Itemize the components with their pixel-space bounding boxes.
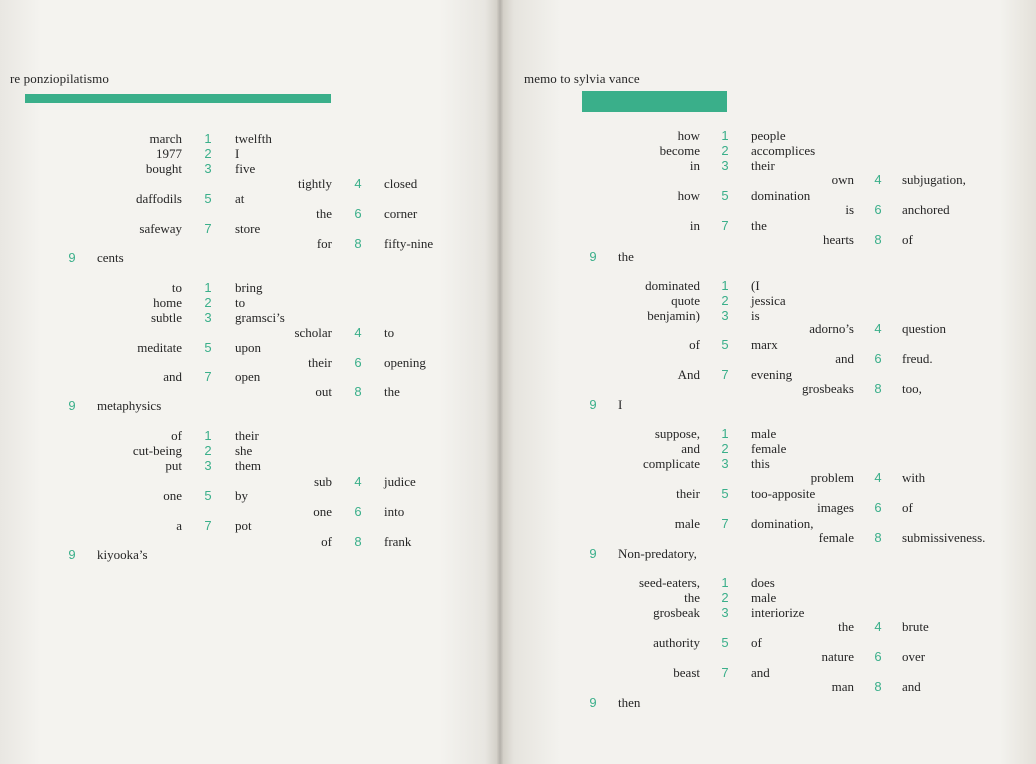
line-trail-word: and xyxy=(751,665,770,680)
line-lead-word: man xyxy=(831,679,854,694)
line-trail-word: open xyxy=(235,369,261,384)
line-trail-word: of xyxy=(751,635,762,650)
line-trail-word: fifty-nine xyxy=(384,236,434,251)
line-trail-word: she xyxy=(235,443,253,458)
line-trail-word: cents xyxy=(97,250,124,265)
line-trail-word: their xyxy=(235,428,259,443)
line-lead-word: for xyxy=(316,236,332,251)
line-number: 6 xyxy=(354,355,362,370)
line-lead-word: tightly xyxy=(298,176,332,191)
line-trail-word: and xyxy=(902,679,921,694)
line-trail-word: pot xyxy=(235,518,252,533)
right-title-bar xyxy=(582,91,727,112)
line-lead-word: cut-being xyxy=(132,443,182,458)
line-lead-word: bought xyxy=(145,161,182,176)
line-number: 1 xyxy=(204,428,212,443)
line-number: 6 xyxy=(874,202,882,217)
line-trail-word: store xyxy=(235,221,261,236)
line-number: 9 xyxy=(68,398,76,413)
line-lead-word: meditate xyxy=(137,340,182,355)
line-trail-word: evening xyxy=(751,367,793,382)
line-number: 4 xyxy=(354,474,362,489)
line-lead-word: in xyxy=(689,218,700,233)
line-trail-word: interiorize xyxy=(751,605,805,620)
line-lead-word: subtle xyxy=(150,310,182,325)
line-trail-word: at xyxy=(235,191,245,206)
line-trail-word: male xyxy=(751,590,777,605)
line-lead-word: scholar xyxy=(294,325,332,340)
line-lead-word: problem xyxy=(810,470,854,485)
line-number: 6 xyxy=(874,649,882,664)
line-number: 4 xyxy=(354,176,362,191)
line-number: 4 xyxy=(874,470,882,485)
line-number: 2 xyxy=(721,293,729,308)
line-trail-word: question xyxy=(902,321,947,336)
line-number: 8 xyxy=(354,534,362,549)
line-number: 2 xyxy=(721,590,729,605)
line-lead-word: 1977 xyxy=(156,146,182,161)
line-number: 6 xyxy=(354,504,362,519)
line-trail-word: of xyxy=(902,500,913,515)
line-lead-word: own xyxy=(831,172,854,187)
line-trail-word: gramsci’s xyxy=(235,310,285,325)
line-trail-word: domination, xyxy=(751,516,814,531)
line-lead-word: one xyxy=(313,504,332,519)
line-trail-word: corner xyxy=(384,206,418,221)
line-trail-word: freud. xyxy=(902,351,933,366)
line-number: 9 xyxy=(589,546,597,561)
line-trail-word: too, xyxy=(902,381,922,396)
line-number: 6 xyxy=(874,351,882,366)
line-lead-word: of xyxy=(171,428,182,443)
line-trail-word: too-apposite xyxy=(751,486,816,501)
line-trail-word: does xyxy=(751,575,775,590)
line-number: 6 xyxy=(354,206,362,221)
left-title-bar xyxy=(25,94,331,103)
line-trail-word: their xyxy=(751,158,775,173)
line-trail-word: metaphysics xyxy=(97,398,162,413)
line-number: 5 xyxy=(721,635,729,650)
line-lead-word: seed-eaters, xyxy=(639,575,700,590)
line-number: 3 xyxy=(721,456,729,471)
line-number: 3 xyxy=(204,161,212,176)
line-number: 5 xyxy=(721,486,729,501)
line-number: 9 xyxy=(68,547,76,562)
line-number: 8 xyxy=(354,236,362,251)
line-number: 3 xyxy=(721,158,729,173)
line-number: 5 xyxy=(204,488,212,503)
line-number: 7 xyxy=(204,518,212,533)
line-trail-word: kiyooka’s xyxy=(97,547,148,562)
line-trail-word: upon xyxy=(235,340,261,355)
line-trail-word: closed xyxy=(384,176,418,191)
line-lead-word: authority xyxy=(653,635,700,650)
line-lead-word: how xyxy=(677,188,700,203)
line-trail-word: the xyxy=(751,218,767,233)
line-lead-word: in xyxy=(689,158,700,173)
line-number: 3 xyxy=(721,605,729,620)
right-poem-title: memo to sylvia vance xyxy=(524,71,640,86)
line-trail-word: brute xyxy=(902,619,929,634)
line-lead-word: quote xyxy=(671,293,700,308)
line-lead-word: safeway xyxy=(139,221,182,236)
line-trail-word: I xyxy=(618,397,623,412)
line-trail-word: with xyxy=(902,470,926,485)
line-lead-word: grosbeaks xyxy=(802,381,854,396)
line-lead-word: the xyxy=(838,619,854,634)
line-number: 9 xyxy=(68,250,76,265)
line-lead-word: home xyxy=(153,295,182,310)
line-number: 4 xyxy=(874,619,882,634)
line-lead-word: a xyxy=(176,518,182,533)
line-trail-word: opening xyxy=(384,355,426,370)
line-trail-word: domination xyxy=(751,188,811,203)
line-trail-word: bring xyxy=(235,280,263,295)
line-lead-word: grosbeak xyxy=(653,605,700,620)
line-lead-word: become xyxy=(659,143,700,158)
line-lead-word: to xyxy=(171,280,182,295)
line-trail-word: accomplices xyxy=(751,143,816,158)
line-trail-word: this xyxy=(751,456,770,471)
line-trail-word: to xyxy=(235,295,246,310)
line-lead-word: of xyxy=(321,534,332,549)
line-number: 4 xyxy=(874,321,882,336)
line-number: 4 xyxy=(874,172,882,187)
line-number: 8 xyxy=(874,381,882,396)
line-number: 1 xyxy=(204,280,212,295)
line-trail-word: then xyxy=(618,695,641,710)
line-number: 2 xyxy=(204,443,212,458)
line-trail-word: over xyxy=(902,649,926,664)
line-trail-word: of xyxy=(902,232,913,247)
line-lead-word: how xyxy=(677,128,700,143)
line-number: 5 xyxy=(204,191,212,206)
line-lead-word: female xyxy=(818,530,854,545)
line-lead-word: hearts xyxy=(822,232,854,247)
line-trail-word: subjugation, xyxy=(902,172,966,187)
line-number: 5 xyxy=(204,340,212,355)
line-lead-word: benjamin) xyxy=(647,308,700,323)
line-number: 2 xyxy=(721,441,729,456)
right-page xyxy=(500,0,1036,764)
line-lead-word: of xyxy=(689,337,700,352)
line-lead-word: and xyxy=(681,441,700,456)
line-number: 7 xyxy=(721,516,729,531)
line-number: 4 xyxy=(354,325,362,340)
line-lead-word: their xyxy=(676,486,700,501)
line-number: 1 xyxy=(204,131,212,146)
line-trail-word: Non-predatory, xyxy=(618,546,697,561)
line-number: 7 xyxy=(721,218,729,233)
line-trail-word: to xyxy=(384,325,395,340)
line-trail-word: people xyxy=(751,128,786,143)
line-number: 3 xyxy=(721,308,729,323)
line-trail-word: male xyxy=(751,426,777,441)
line-trail-word: judice xyxy=(384,474,416,489)
line-lead-word: complicate xyxy=(642,456,700,471)
line-trail-word: five xyxy=(235,161,256,176)
line-number: 1 xyxy=(721,575,729,590)
line-number: 3 xyxy=(204,458,212,473)
line-number: 2 xyxy=(204,295,212,310)
line-lead-word: one xyxy=(163,488,182,503)
line-lead-word: the xyxy=(684,590,700,605)
line-trail-word: marx xyxy=(751,337,778,352)
line-trail-word: them xyxy=(235,458,261,473)
line-number: 7 xyxy=(721,665,729,680)
line-trail-word: female xyxy=(751,441,787,456)
line-number: 7 xyxy=(721,367,729,382)
line-number: 5 xyxy=(721,188,729,203)
line-lead-word: sub xyxy=(313,474,332,489)
line-number: 1 xyxy=(721,426,729,441)
line-lead-word: And xyxy=(677,367,700,382)
line-number: 9 xyxy=(589,249,597,264)
line-lead-word: images xyxy=(817,500,854,515)
line-number: 8 xyxy=(874,232,882,247)
line-lead-word: is xyxy=(845,202,854,217)
line-number: 8 xyxy=(354,384,362,399)
line-number: 1 xyxy=(721,278,729,293)
line-lead-word: daffodils xyxy=(136,191,182,206)
line-trail-word: I xyxy=(235,146,240,161)
line-trail-word: submissiveness. xyxy=(902,530,986,545)
line-trail-word: twelfth xyxy=(235,131,272,146)
line-lead-word: and xyxy=(163,369,182,384)
line-lead-word: dominated xyxy=(645,278,700,293)
line-number: 7 xyxy=(204,221,212,236)
line-lead-word: out xyxy=(315,384,332,399)
line-number: 5 xyxy=(721,337,729,352)
line-trail-word: into xyxy=(384,504,405,519)
left-poem-title: re ponziopilatismo xyxy=(10,71,109,86)
line-number: 9 xyxy=(589,397,597,412)
line-trail-word: jessica xyxy=(751,293,786,308)
line-trail-word: frank xyxy=(384,534,412,549)
line-lead-word: and xyxy=(835,351,854,366)
line-number: 6 xyxy=(874,500,882,515)
line-lead-word: put xyxy=(165,458,182,473)
line-number: 7 xyxy=(204,369,212,384)
line-trail-word: (I xyxy=(751,278,760,293)
line-lead-word: nature xyxy=(821,649,854,664)
line-lead-word: suppose, xyxy=(654,426,700,441)
line-lead-word: adorno’s xyxy=(809,321,854,336)
line-number: 8 xyxy=(874,530,882,545)
line-trail-word: the xyxy=(618,249,634,264)
line-lead-word: their xyxy=(308,355,332,370)
line-lead-word: the xyxy=(316,206,332,221)
line-number: 3 xyxy=(204,310,212,325)
left-page xyxy=(0,0,500,764)
line-lead-word: male xyxy=(674,516,700,531)
line-number: 1 xyxy=(721,128,729,143)
line-lead-word: march xyxy=(149,131,182,146)
line-lead-word: beast xyxy=(673,665,700,680)
line-trail-word: is xyxy=(751,308,760,323)
line-trail-word: the xyxy=(384,384,400,399)
line-trail-word: by xyxy=(235,488,248,503)
line-trail-word: anchored xyxy=(902,202,950,217)
line-number: 2 xyxy=(204,146,212,161)
line-number: 8 xyxy=(874,679,882,694)
line-number: 9 xyxy=(589,695,597,710)
line-number: 2 xyxy=(721,143,729,158)
book-gutter xyxy=(497,0,503,764)
